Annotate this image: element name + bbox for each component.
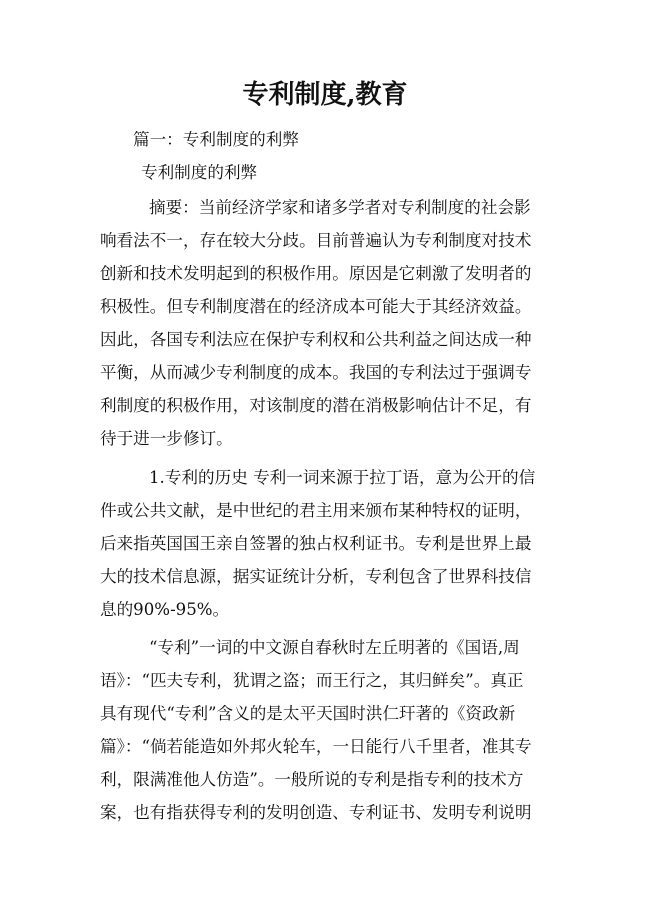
article-heading: 专利制度的利弊 — [141, 163, 258, 182]
section-heading: 篇一：专利制度的利弊 — [133, 130, 299, 149]
abstract-line: 利制度的积极作用，对该制度的潜在消极影响估计不足，有 — [100, 396, 532, 415]
body-line: 利，限满准他人仿造”。一般所说的专利是指专利的技术方 — [100, 770, 524, 789]
abstract-line: 积极性。但专利制度潜在的经济成本可能大于其经济效益。 — [100, 297, 532, 316]
abstract-line: 创新和技术发明起到的积极作用。原因是它刺激了发明者的 — [100, 264, 532, 283]
body-line: 语》：“匹夫专利，犹谓之盗；而王行之，其归鲜矣”。真正 — [100, 671, 524, 690]
document-title: 专利制度,教育 — [242, 80, 408, 110]
abstract-line: 平衡，从而减少专利制度的成本。我国的专利法过于强调专 — [100, 363, 532, 382]
body-line: “专利”一词的中文源自春秋时左丘明著的《国语,周 — [149, 638, 520, 657]
body-line: 具有现代“专利”含义的是太平天国时洪仁玕著的《资政新 — [100, 704, 516, 723]
abstract-line: 摘要：当前经济学家和诸多学者对专利制度的社会影 — [149, 198, 531, 217]
abstract-line: 响看法不一，存在较大分歧。目前普遍认为专利制度对技术 — [100, 231, 532, 250]
body-line: 后来指英国国王亲自签署的独占权利证书。专利是世界上最 — [100, 534, 532, 553]
body-line: 件或公共文献，是中世纪的君主用来颁布某种特权的证明， — [100, 501, 532, 520]
body-line: 篇》：“倘若能造如外邦火轮车，一日能行八千里者，准其专 — [100, 737, 532, 756]
body-line: 大的技术信息源，据实证统计分析，专利包含了世界科技信 — [100, 567, 532, 586]
body-line: 息的90%-95%。 — [100, 600, 230, 619]
body-line: 1.专利的历史 专利一词来源于拉丁语，意为公开的信 — [149, 468, 536, 487]
abstract-line: 因此，各国专利法应在保护专利权和公共利益之间达成一种 — [100, 330, 532, 349]
abstract-line: 待于进一步修订。 — [100, 429, 233, 448]
body-line: 案，也有指获得专利的发明创造、专利证书、发明专利说明 — [100, 803, 532, 822]
